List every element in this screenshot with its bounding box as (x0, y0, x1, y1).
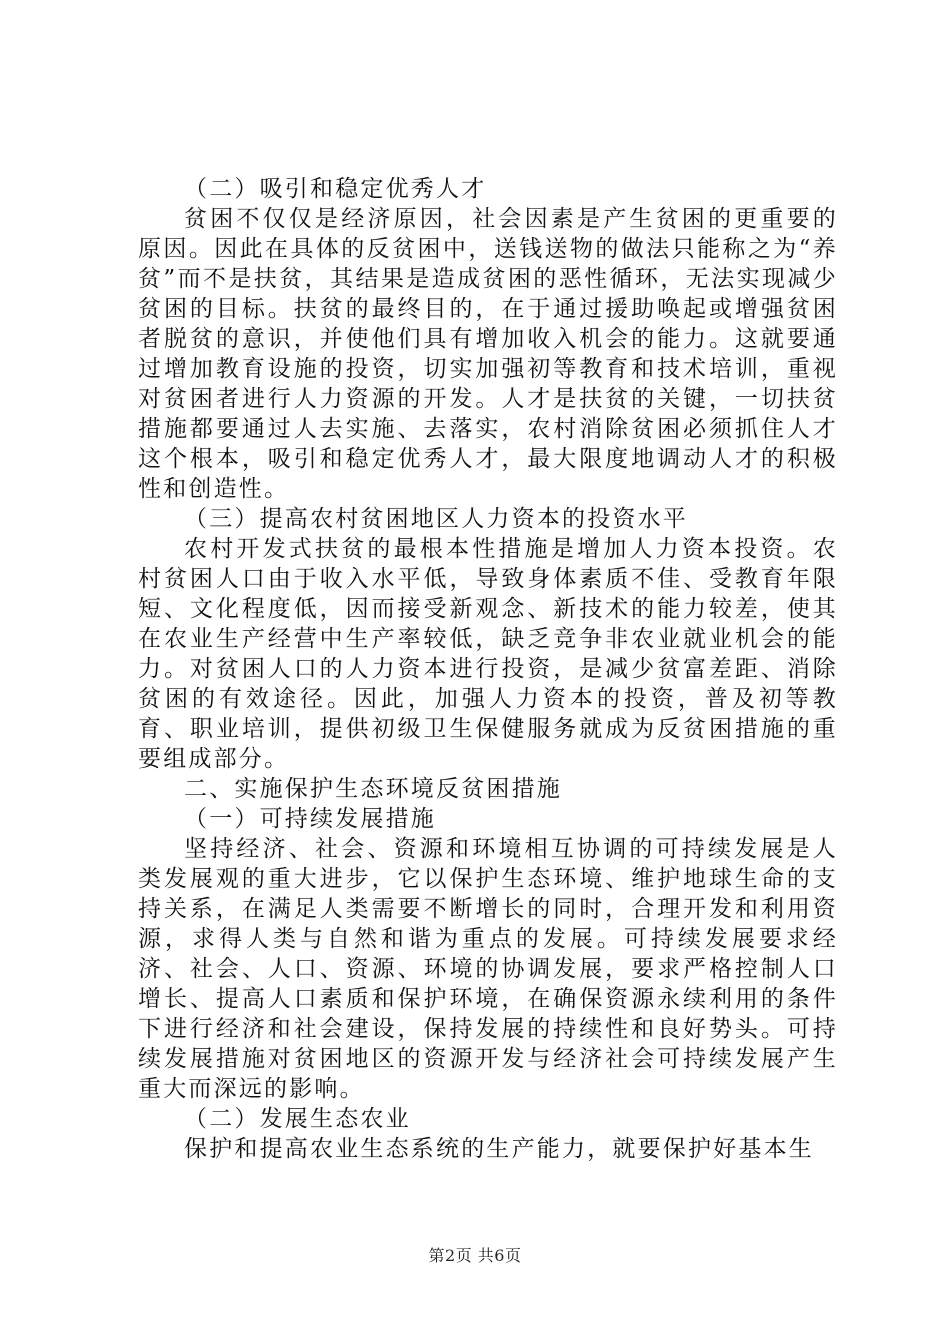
section-heading-ecology: 二、实施保护生态环境反贫困措施 (184, 776, 562, 802)
section-heading-eco-agriculture: （二）发展生态农业 (184, 1106, 411, 1132)
section-heading-sustainable: （一）可持续发展措施 (184, 806, 436, 832)
paragraph-human-capital: 农村开发式扶贫的最根本性措施是增加人力资本投资。农村贫困人口由于收入水平低，导致身体素质不佳、受教育年限短、文化程度低，因而接受新观念、新技术的能力较差，使其在农业生产经营中生产率较低，缺乏竞争非农业就业机会的能力。对贫困人口的人力资本进行投资，是减少贫富差距、消除贫困的有效途径。因此，加强人力资本的投资，普及初等教育、职业培训，提供初级卫生保健服务就成为反贫困措施的重要组成部分。 (138, 536, 838, 772)
page-number-footer: 第2页 共6页 (428, 1246, 522, 1265)
document-body (138, 174, 838, 1164)
section-heading-human-capital: （三）提高农村贫困地区人力资本的投资水平 (184, 506, 688, 532)
paragraph-poverty-causes: 贫困不仅仅是经济原因，社会因素是产生贫困的更重要的原因。因此在具体的反贫困中，送钱送物的做法只能称之为“养贫”而不是扶贫，其结果是造成贫困的恶性循环，无法实现减少贫困的目标。扶贫的最终目的，在于通过援助唤起或增强贫困者脱贫的意识，并使他们具有增加收入机会的能力。这就要通过增加教育设施的投资，切实加强初等教育和技术培训，重视对贫困者进行人力资源的开发。人才是扶贫的关键，一切扶贫措施都要通过人去实施、去落实，农村消除贫困必须抓住人才这个根本，吸引和稳定优秀人才，最大限度地调动人才的积极性和创造性。 (138, 206, 838, 502)
paragraph-eco-agriculture: 保护和提高农业生态系统的生产能力，就要保护好基本生 (184, 1136, 814, 1162)
section-heading-attract-talent: （二）吸引和稳定优秀人才 (184, 176, 487, 202)
paragraph-sustainable-development: 坚持经济、社会、资源和环境相互协调的可持续发展是人类发展观的重大进步，它以保护生态环境、维护地球生命的支持关系，在满足人类需要不断增长的同时，合理开发和利用资源，求得人类与自然和谐为重点的发展。可持续发展要求经济、社会、人口、资源、环境的协调发展，要求严格控制人口增长、提高人口素质和保护环境，在确保资源永续利用的条件下进行经济和社会建设，保持发展的持续性和良好势头。可持续发展措施对贫困地区的资源开发与经济社会可持续发展产生重大而深远的影响。 (138, 836, 838, 1102)
